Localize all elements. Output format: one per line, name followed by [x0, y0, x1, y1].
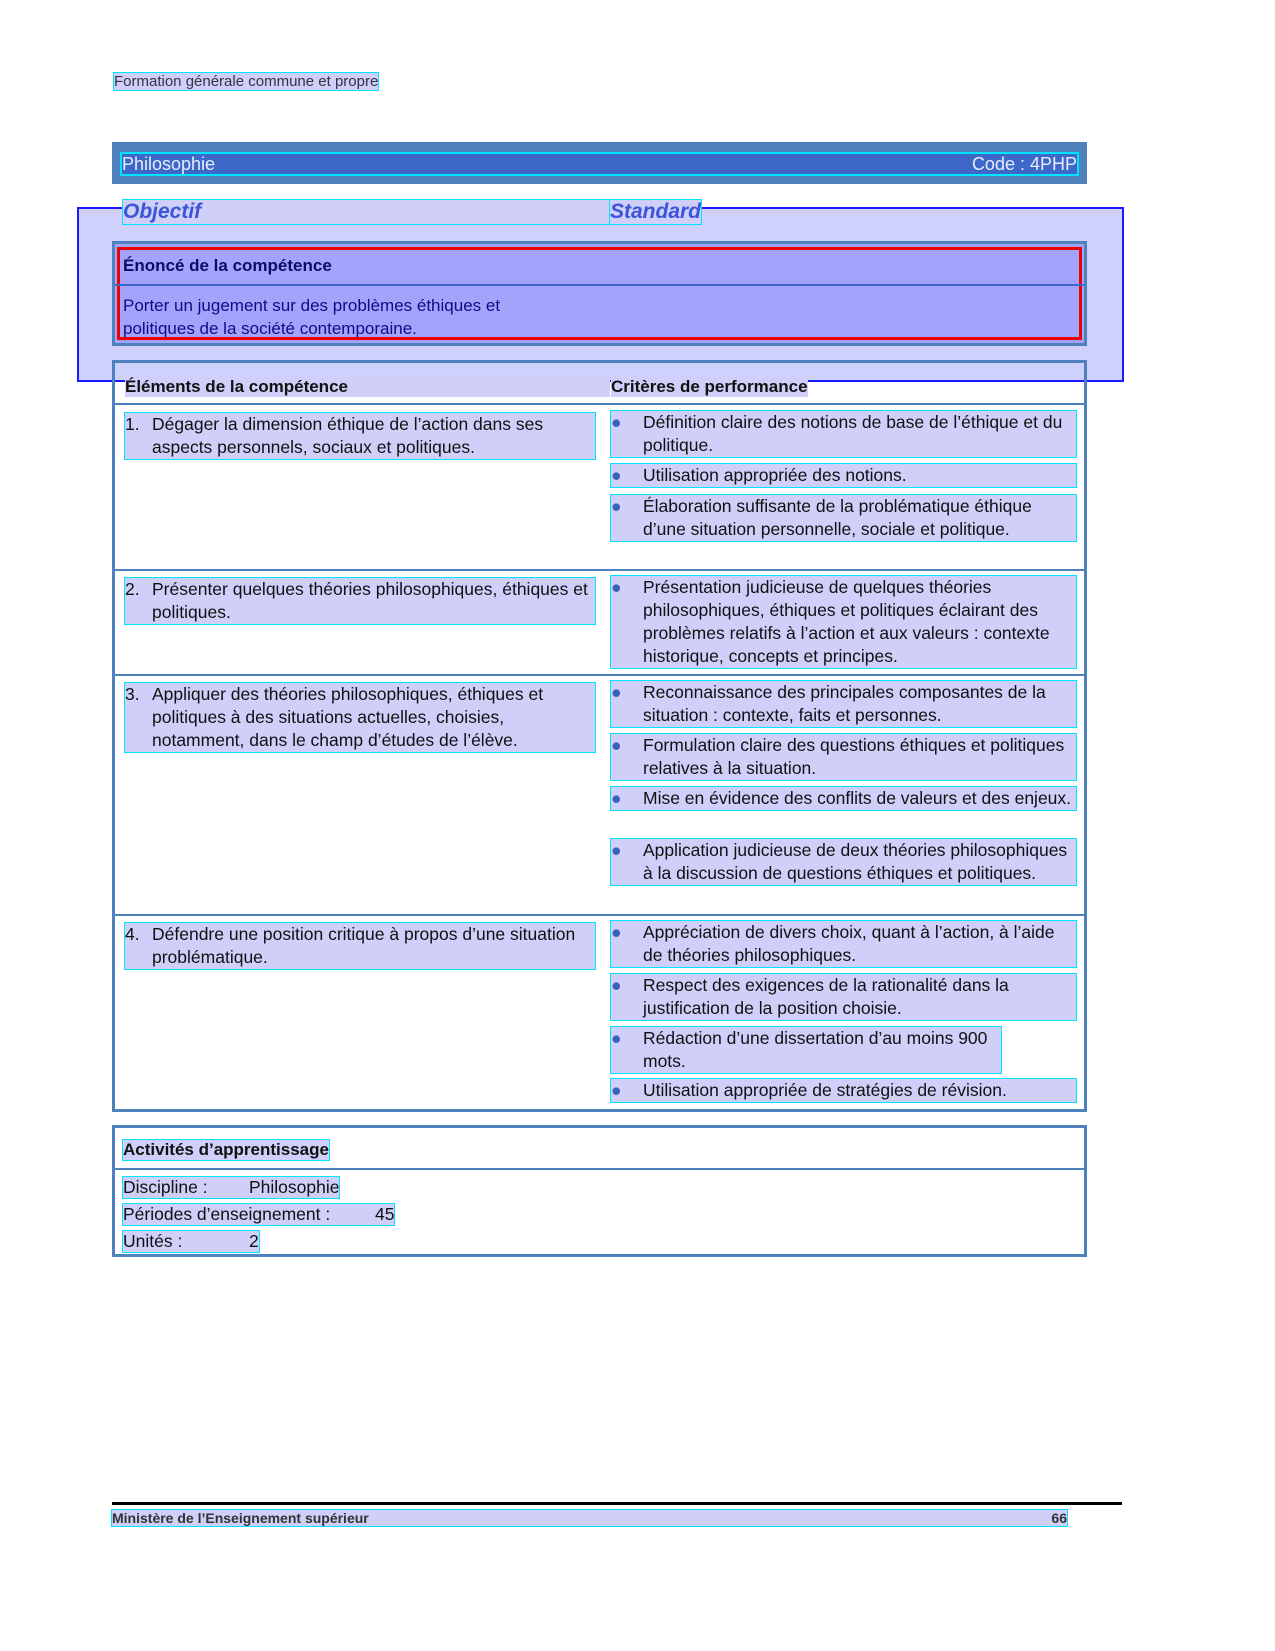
top-note: Formation générale commune et propre: [114, 73, 379, 90]
activities-title: Activités d’apprentissage: [123, 1140, 329, 1159]
enonce-title: Énoncé de la compétence: [123, 256, 332, 275]
bullet-icon: ●: [611, 412, 622, 432]
enonce-box: [112, 241, 1087, 346]
bullet-icon: ●: [611, 975, 622, 995]
bullet-icon: ●: [611, 1080, 622, 1100]
element-4: [125, 923, 595, 969]
element-number: 3.: [125, 684, 140, 704]
element-text: Appliquer des théories philosophiques, éthiques et politiques à des situations actuelles, choisies, notamment, dans le champ d’études de l’élève.: [125, 683, 595, 752]
discipline-value: Philosophie: [249, 1177, 340, 1197]
periods-row: [123, 1204, 394, 1225]
discipline-label: Discipline :: [123, 1177, 208, 1197]
competence-table: [112, 360, 1087, 1112]
criterion-text: Utilisation appropriée de stratégies de révision.: [611, 1079, 1076, 1102]
criterion-text: Rédaction d’une dissertation d’au moins 900 mots.: [611, 1027, 1001, 1073]
criterion: [611, 464, 1076, 487]
page-number: 66: [1051, 1510, 1067, 1526]
standard-label: Standard: [610, 200, 702, 223]
element-text: Défendre une position critique à propos d’une situation problématique.: [125, 923, 595, 969]
bullet-icon: ●: [611, 788, 622, 808]
divider: [115, 674, 1084, 676]
element-text: Présenter quelques théories philosophiques, éthiques et politiques.: [125, 578, 595, 624]
discipline-row: [123, 1177, 339, 1198]
divider: [115, 403, 1084, 405]
element-number: 2.: [125, 579, 140, 599]
criterion: [611, 839, 1076, 885]
bullet-icon: ●: [611, 577, 622, 597]
divider: [115, 284, 1084, 286]
element-2: [125, 578, 595, 624]
bullet-icon: ●: [611, 465, 622, 485]
course-header: [112, 142, 1087, 184]
objectif-label: Objectif: [123, 200, 609, 224]
periods-label: Périodes d’enseignement :: [123, 1204, 331, 1224]
criterion-text: Reconnaissance des principales composantes de la situation : contexte, faits et personnes.: [611, 681, 1076, 727]
divider: [115, 569, 1084, 571]
criterion: [611, 921, 1076, 967]
periods-value: 45: [375, 1204, 395, 1224]
units-value: 2: [249, 1231, 259, 1251]
elements-header: Éléments de la compétence: [125, 377, 610, 397]
element-number: 4.: [125, 924, 140, 944]
criterion: [611, 495, 1076, 541]
units-label: Unités :: [123, 1231, 183, 1251]
criteria-header: Critères de performance: [611, 377, 808, 396]
course-title: Philosophie: [122, 154, 216, 174]
criterion: [611, 974, 1076, 1020]
bullet-icon: ●: [611, 496, 622, 516]
element-3: [125, 683, 595, 752]
footer: [112, 1510, 1067, 1526]
element-text: Dégager la dimension éthique de l’action dans ses aspects personnels, sociaux et politiques.: [125, 413, 595, 459]
criterion: [611, 1079, 1076, 1102]
divider: [115, 1168, 1084, 1170]
element-1: [125, 413, 595, 459]
bullet-icon: ●: [611, 840, 622, 860]
criterion-text: Mise en évidence des conflits de valeurs et des enjeux.: [611, 787, 1076, 810]
divider: [115, 914, 1084, 916]
criterion-text: Utilisation appropriée des notions.: [611, 464, 1076, 487]
criterion: [611, 734, 1076, 780]
activities-box: [112, 1125, 1087, 1257]
criterion-text: Élaboration suffisante de la problématique éthique d’une situation personnelle, sociale et politique.: [611, 495, 1076, 541]
bullet-icon: ●: [611, 922, 622, 942]
criterion: [611, 576, 1076, 668]
units-row: [123, 1231, 259, 1252]
bullet-icon: ●: [611, 1028, 622, 1048]
criterion-text: Application judicieuse de deux théories philosophiques à la discussion de questions éthiques et politiques.: [611, 839, 1076, 885]
bullet-icon: ●: [611, 682, 622, 702]
element-number: 1.: [125, 414, 140, 434]
criterion: [611, 1027, 1001, 1073]
criterion-text: Respect des exigences de la rationalité dans la justification de la position choisie.: [611, 974, 1076, 1020]
enonce-text: Porter un jugement sur des problèmes éthiques et politiques de la société contemporaine.: [123, 296, 501, 338]
criterion: [611, 681, 1076, 727]
footer-rule: [112, 1502, 1122, 1505]
course-code: Code : 4PHP: [971, 154, 1077, 174]
criterion-text: Définition claire des notions de base de l’éthique et du politique.: [611, 411, 1076, 457]
footer-ministry: Ministère de l’Enseignement supérieur: [112, 1510, 369, 1526]
criterion-text: Présentation judicieuse de quelques théories philosophiques, éthiques et politiques éclairant des problèmes relatifs à l’action et aux valeurs : contexte historique, concepts et principes.: [611, 576, 1076, 668]
criterion: [611, 411, 1076, 457]
criterion: [611, 787, 1076, 810]
criterion-text: Formulation claire des questions éthiques et politiques relatives à la situation.: [611, 734, 1076, 780]
criterion-text: Appréciation de divers choix, quant à l’action, à l’aide de théories philosophiques.: [611, 921, 1076, 967]
bullet-icon: ●: [611, 735, 622, 755]
